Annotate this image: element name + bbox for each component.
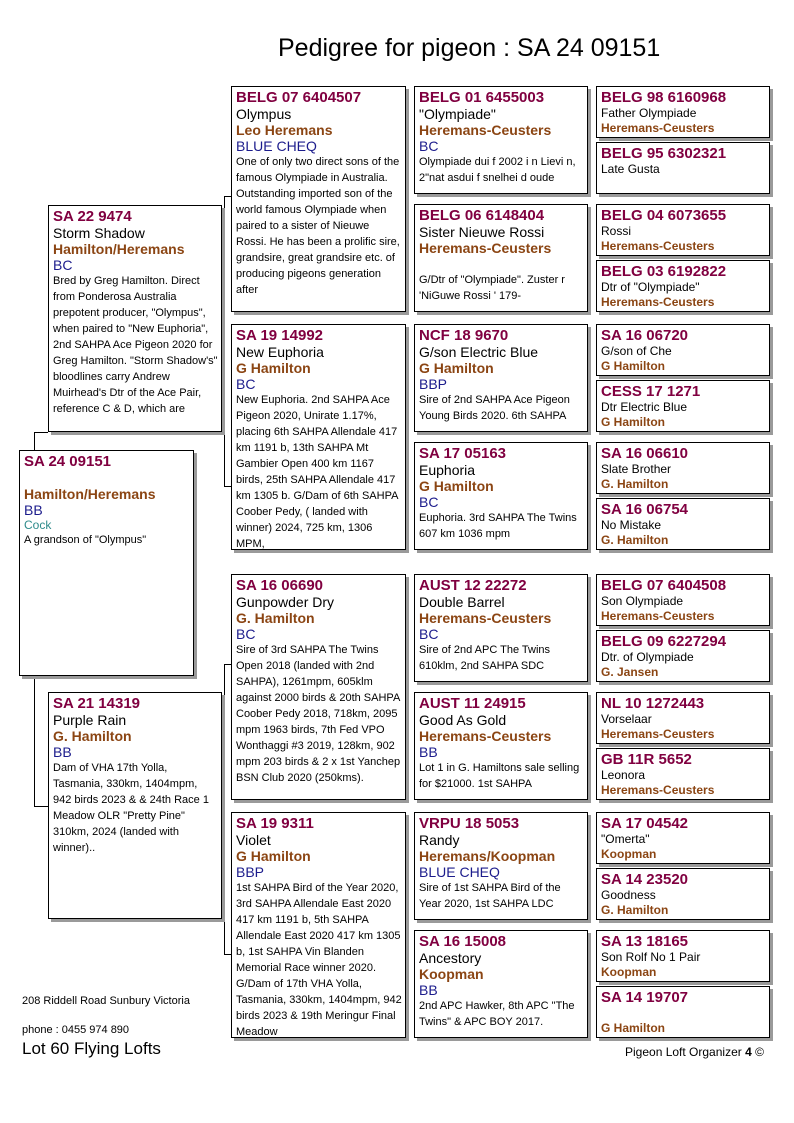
dam-sire-notes: Sire of 3rd SAHPA The Twins Open 2018 (landed with 2nd SAHPA), 1261mpm, 605klm against 2000 birds & 20th SAHPA Coober Pedy 2018, 718km, 2095 mpm 1963 birds, 7th Fed VPO Wonthaggi #3 2019, 128km, 902 mpm 203 birds & 2 x 1st Yanchep BSN Club 2020 (250kms). <box>236 644 401 784</box>
ss-sire-notes: Olympiade dui f 2002 i n Lievi n, 2"nat asdui f snelhei d oude <box>419 156 576 184</box>
sd-sire-ring: NCF 18 9670 <box>419 327 509 344</box>
gen4-name: G/son of Che <box>601 344 672 358</box>
subject-notes: A grandson of "Olympus" <box>24 534 147 546</box>
ss-sire-ring: BELG 01 6455003 <box>419 89 545 106</box>
gen4-name: Dtr of "Olympiade" <box>601 280 700 294</box>
dam-dam-color: BBP <box>236 864 265 880</box>
gen4-name: Late Gusta <box>601 162 660 176</box>
sire-dam-notes: New Euphoria. 2nd SAHPA Ace Pigeon 2020, Unirate 1.17%, placing 6th SAHPA Allendale 417 km 1191 b, 13th SAHPA Mt Gambier Open 400 km 1167 birds, 25th SAHPA Allendale 417 km 1305 b. G/Dam of 6th SAHPA Coober Pedy, ( landed with winner) 2024, 725 km, 1306 MPM, <box>236 394 398 550</box>
ss-dam-notes: G/Dtr of "Olympiade". Zuster r 'NiGuwe Rossi ' 179- <box>419 274 565 302</box>
sire-dam-name: New Euphoria <box>236 344 324 360</box>
dd-dam-owner: Koopman <box>419 966 484 982</box>
sd-dam-owner: G Hamilton <box>419 478 494 494</box>
ds-sire-owner: Heremans-Ceusters <box>419 610 552 626</box>
subject-card[interactable] <box>19 450 194 676</box>
ss-sire-card[interactable] <box>414 86 588 194</box>
ds-dam-notes: Lot 1 in G. Hamiltons sale selling for $21000. 1st SAHPA <box>419 762 580 790</box>
sd-sire-notes: Sire of 2nd SAHPA Ace Pigeon Young Birds 2020. 6th SAHPA <box>419 394 570 422</box>
dam-color: BB <box>53 744 72 760</box>
gen4-name: Father Olympiade <box>601 106 697 120</box>
gen4-owner: G. Hamilton <box>601 903 669 917</box>
dam-dam-name: Violet <box>236 832 271 848</box>
gen4-card[interactable] <box>596 630 770 682</box>
gen4-name: Leonora <box>601 768 646 782</box>
gen4-ring: BELG 95 6302321 <box>601 145 727 162</box>
gen4-name: Vorselaar <box>601 712 652 726</box>
phone-text: phone : 0455 974 890 <box>22 1024 130 1036</box>
sire-dam-ring: SA 19 14992 <box>236 327 324 344</box>
dam-sire-name: Gunpowder Dry <box>236 594 335 610</box>
dd-sire-ring: VRPU 18 5053 <box>419 815 520 832</box>
gen4-owner: Heremans-Ceusters <box>601 295 715 309</box>
gen4-ring: CESS 17 1271 <box>601 383 701 400</box>
gen4-card[interactable] <box>596 812 770 864</box>
ss-sire-owner: Heremans-Ceusters <box>419 122 552 138</box>
gen4-ring: SA 13 18165 <box>601 933 689 950</box>
dam-dam-owner: G Hamilton <box>236 848 311 864</box>
gen4-card[interactable] <box>596 86 770 138</box>
ds-dam-name: Good As Gold <box>419 712 507 728</box>
dam-owner: G. Hamilton <box>53 728 132 744</box>
gen4-card[interactable] <box>596 260 770 312</box>
connector-line <box>224 664 225 954</box>
gen4-card[interactable] <box>596 692 770 744</box>
gen4-owner: G. Hamilton <box>601 477 669 491</box>
gen4-card[interactable] <box>596 498 770 550</box>
sd-dam-notes: Euphoria. 3rd SAHPA The Twins 607 km 1036 mpm <box>419 512 577 540</box>
ss-dam-owner: Heremans-Ceusters <box>419 240 552 256</box>
gen4-owner: G Hamilton <box>601 1021 666 1035</box>
sire-name: Storm Shadow <box>53 225 145 241</box>
sire-sire-notes: One of only two direct sons of the famous Olympiade in Australia. Outstanding imported son of the world famous Olympiade when paired to a sister of Nieuwe Rossi. He has been a prolific sire, grandsire, great grandsire etc. of producing pigeons generation after <box>236 156 400 296</box>
gen4-card[interactable] <box>596 442 770 494</box>
organizer-name: Pigeon Loft Organizer <box>625 1045 742 1059</box>
gen4-ring: BELG 04 6073655 <box>601 207 727 224</box>
gen4-name: Dtr. of Olympiade <box>601 650 694 664</box>
copyright-mark: © <box>755 1045 764 1059</box>
sire-sire-name: Olympus <box>236 106 292 122</box>
gen4-name <box>601 1006 766 1021</box>
gen4-owner: G. Jansen <box>601 665 659 679</box>
dam-dam-ring: SA 19 9311 <box>236 815 314 832</box>
gen4-owner: Koopman <box>601 847 657 861</box>
organizer-credit <box>625 1045 764 1059</box>
address-text: 208 Riddell Road Sunbury Victoria <box>22 995 190 1007</box>
subject-sex: Cock <box>24 518 52 532</box>
organizer-version: 4 <box>745 1045 752 1059</box>
connector-line <box>224 196 225 486</box>
gen4-owner: Heremans-Ceusters <box>601 121 715 135</box>
ss-sire-color: BC <box>419 138 439 154</box>
gen4-name: No Mistake <box>601 518 662 532</box>
gen4-name: "Omerta" <box>601 832 650 846</box>
ss-dam-color <box>419 256 584 272</box>
gen4-card[interactable] <box>596 930 770 982</box>
sire-sire-color: BLUE CHEQ <box>236 138 317 154</box>
subject-color: BB <box>24 502 43 518</box>
dd-sire-owner: Heremans/Koopman <box>419 848 556 864</box>
gen4-owner: G Hamilton <box>601 415 666 429</box>
sd-dam-ring: SA 17 05163 <box>419 445 507 462</box>
gen4-card[interactable] <box>596 142 770 194</box>
dd-sire-notes: Sire of 1st SAHPA Bird of the Year 2020, 1st SAHPA LDC <box>419 882 561 910</box>
gen4-name: Slate Brother <box>601 462 672 476</box>
subject-ring: SA 24 09151 <box>24 453 112 470</box>
connector-line <box>34 676 35 806</box>
gen4-card[interactable] <box>596 204 770 256</box>
dd-dam-name: Ancestory <box>419 950 482 966</box>
gen4-card[interactable] <box>596 868 770 920</box>
ss-dam-name: Sister Nieuwe Rossi <box>419 224 545 240</box>
gen4-ring: SA 16 06720 <box>601 327 689 344</box>
dam-sire-ring: SA 16 06690 <box>236 577 324 594</box>
sire-color: BC <box>53 257 73 273</box>
connector-line <box>34 806 48 807</box>
gen4-name: Son Rolf No 1 Pair <box>601 950 701 964</box>
sire-dam-owner: G Hamilton <box>236 360 311 376</box>
gen4-ring: BELG 03 6192822 <box>601 263 727 280</box>
connector-line <box>34 432 35 450</box>
gen4-name: Dtr Electric Blue <box>601 400 688 414</box>
ds-dam-owner: Heremans-Ceusters <box>419 728 552 744</box>
connector-line <box>34 432 48 433</box>
ds-sire-name: Double Barrel <box>419 594 505 610</box>
gen4-name: Goodness <box>601 888 656 902</box>
gen4-card[interactable] <box>596 986 770 1038</box>
ds-dam-ring: AUST 11 24915 <box>419 695 526 712</box>
sire-ring: SA 22 9474 <box>53 208 132 225</box>
sd-sire-card[interactable] <box>414 324 588 432</box>
gen4-owner: Koopman <box>601 965 657 979</box>
dam-name: Purple Rain <box>53 712 127 728</box>
gen4-ring: NL 10 1272443 <box>601 695 705 712</box>
sd-dam-name: Euphoria <box>419 462 476 478</box>
dam-sire-color: BC <box>236 626 256 642</box>
gen4-ring: SA 16 06610 <box>601 445 689 462</box>
sire-sire-ring: BELG 07 6404507 <box>236 89 362 106</box>
gen4-card[interactable] <box>596 748 770 800</box>
dam-notes: Dam of VHA 17th Yolla, Tasmania, 330km, 1404mpm, 942 birds 2023 & & 24th Race 1 Meadow OLR "Pretty Pine" 310km, 2024 (landed with winner).. <box>53 762 209 854</box>
sire-owner: Hamilton/Heremans <box>53 241 185 257</box>
ds-sire-ring: AUST 12 22272 <box>419 577 527 594</box>
sd-sire-color: BBP <box>419 376 448 392</box>
ds-sire-notes: Sire of 2nd APC The Twins 610klm, 2nd SAHPA SDC <box>419 644 551 672</box>
dam-dam-card[interactable] <box>231 812 406 1038</box>
sire-dam-color: BC <box>236 376 256 392</box>
sire-sire-card[interactable] <box>231 86 406 312</box>
loft-name: Lot 60 Flying Lofts <box>22 1039 161 1058</box>
dd-dam-color: BB <box>419 982 438 998</box>
gen4-owner: G. Hamilton <box>601 533 669 547</box>
ss-dam-card[interactable] <box>414 204 588 312</box>
ss-sire-name: "Olympiade" <box>419 106 496 122</box>
gen4-owner: Heremans-Ceusters <box>601 727 715 741</box>
sire-dam-card[interactable] <box>231 324 406 550</box>
dd-dam-notes: 2nd APC Hawker, 8th APC "The Twins" & APC BOY 2017. <box>419 1000 575 1028</box>
gen4-owner: Heremans-Ceusters <box>601 609 715 623</box>
dd-sire-card[interactable] <box>414 812 588 920</box>
ds-dam-card[interactable] <box>414 692 588 800</box>
sire-sire-owner: Leo Heremans <box>236 122 333 138</box>
sd-sire-owner: G Hamilton <box>419 360 494 376</box>
dam-card[interactable] <box>48 692 222 919</box>
gen4-owner: G Hamilton <box>601 359 666 373</box>
gen4-ring: BELG 07 6404508 <box>601 577 727 594</box>
gen4-card[interactable] <box>596 574 770 626</box>
ds-sire-card[interactable] <box>414 574 588 682</box>
gen4-name: Rossi <box>601 224 632 238</box>
dd-dam-card[interactable] <box>414 930 588 1038</box>
sd-dam-card[interactable] <box>414 442 588 550</box>
gen4-card[interactable] <box>596 380 770 432</box>
gen4-ring: SA 17 04542 <box>601 815 689 832</box>
gen4-ring: SA 14 23520 <box>601 871 689 888</box>
gen4-card[interactable] <box>596 324 770 376</box>
gen4-ring: GB 11R 5652 <box>601 751 692 768</box>
gen4-ring: SA 14 19707 <box>601 989 689 1006</box>
ss-dam-ring: BELG 06 6148404 <box>419 207 545 224</box>
sire-card[interactable] <box>48 205 222 432</box>
gen4-owner: Heremans-Ceusters <box>601 239 715 253</box>
subject-owner: Hamilton/Heremans <box>24 486 156 502</box>
gen4-name: Son Olympiade <box>601 594 684 608</box>
dd-sire-color: BLUE CHEQ <box>419 864 500 880</box>
sd-sire-name: G/son Electric Blue <box>419 344 539 360</box>
gen4-owner: Heremans-Ceusters <box>601 783 715 797</box>
sd-dam-color: BC <box>419 494 439 510</box>
dd-sire-name: Randy <box>419 832 460 848</box>
gen4-ring: BELG 09 6227294 <box>601 633 727 650</box>
ds-dam-color: BB <box>419 744 438 760</box>
subject-name <box>24 470 190 486</box>
dam-ring: SA 21 14319 <box>53 695 141 712</box>
dd-dam-ring: SA 16 15008 <box>419 933 507 950</box>
dam-dam-notes: 1st SAHPA Bird of the Year 2020, 3rd SAHPA Allendale East 2020 417 km 1191 b, 5th SAHPA Allendale East 2020 417 km 1305 b, 1st SAHPA Vin Blanden Memorial Race winner 2020. G/Dam of 17th VHA Yolla, Tasmania, 330km, 1404mpm, 942 birds 2023 & 19th Meringur Final Meadow <box>236 882 402 1038</box>
gen4-ring: SA 16 06754 <box>601 501 689 518</box>
ds-sire-color: BC <box>419 626 439 642</box>
gen4-ring: BELG 98 6160968 <box>601 89 727 106</box>
sire-notes: Bred by Greg Hamilton. Direct from Ponderosa Australia prepotent producer, "Olympus", when paired to "New Euphoria", 2nd SAHPA Ace Pigeon 2020 for Greg Hamilton. "Storm Shadow's" bloodlines carry Andrew Muirhead's Dtr of the Ace Pair, reference C & D, which are <box>53 275 218 415</box>
dam-sire-card[interactable] <box>231 574 406 800</box>
page-title: Pedigree for pigeon : SA 24 09151 <box>278 34 661 62</box>
dam-sire-owner: G. Hamilton <box>236 610 315 626</box>
